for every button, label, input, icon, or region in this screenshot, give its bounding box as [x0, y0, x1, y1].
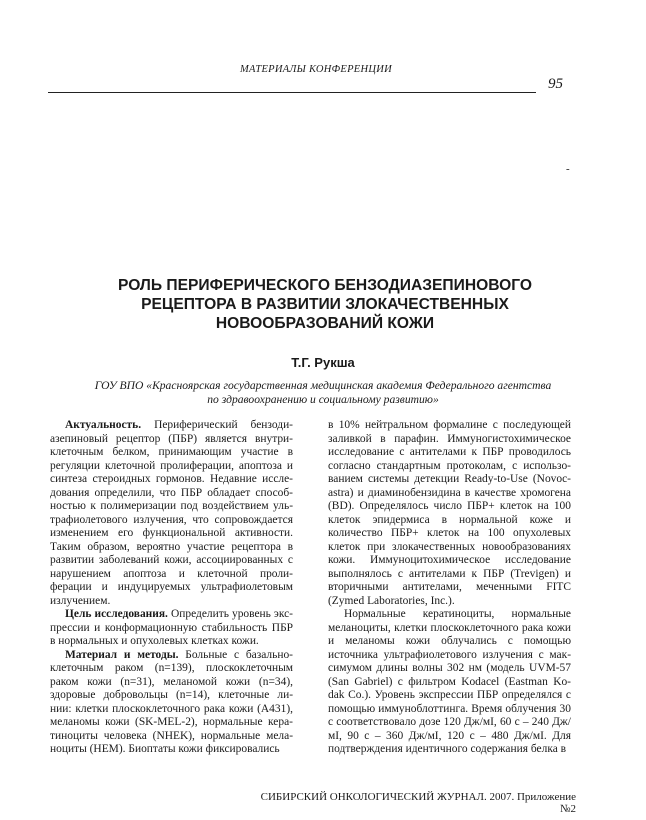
title-line: РОЛЬ ПЕРИФЕРИЧЕСКОГО БЕНЗОДИАЗЕПИНОВОГО: [118, 277, 532, 294]
title-line: НОВООБРАЗОВАНИЙ КОЖИ: [215, 315, 435, 332]
paragraph-methods: [50, 649, 293, 757]
article-title: [70, 276, 580, 333]
right-column: [328, 419, 571, 757]
running-head: МАТЕРИАЛЫ КОНФЕРЕНЦИИ: [239, 64, 393, 75]
paragraph-relevance: [50, 419, 293, 608]
heading-methods: Материал и методы.: [65, 648, 179, 661]
affiliation: [56, 379, 590, 406]
author: Т.Г. Рукша: [291, 355, 355, 370]
affiliation-line: по здравоохранению и социальному развитию»: [207, 392, 439, 406]
affiliation-line: ГОУ ВПО «Красноярская государственная медицинская академия Федерального агентства: [94, 379, 552, 392]
paragraph-uv: Нормальные кератиноциты, нормальные меланоциты, клетки плоскоклеточного рака кожи и меланомы кожи облучались с помощью источника ультрафиолетового излучения с мак-симумом длины волны 302 нм (модель UVM-57 (San Gabriel) с фильтром Kodacel (Eastman Ko-dak Co.). Уровень экспрессии ПБР определялся с помощью иммуноблоттинга. Время облучения 30 с соответствовало дозе 120 Дж/мI, 60 с – 240 Дж/мI, 90 с – 360 Дж/мI, 120 с – 480 Дж/мI. Для подтверждения идентичного содержания белка в: [328, 608, 571, 755]
left-column: [50, 419, 293, 757]
margin-mark: -: [566, 163, 570, 175]
text-aim: Определить уровень экс-прессии и конформационную стабильность ПБР в нормальных и опухолевых клетках кожи.: [50, 608, 293, 647]
paragraph-aim: [50, 608, 293, 649]
heading-aim: Цель исследования.: [65, 608, 168, 620]
page-number: 95: [548, 76, 563, 92]
heading-relevance: Актуальность.: [65, 419, 142, 431]
header-rule: [48, 92, 536, 93]
text-relevance: Периферический бензоди-азепиновый рецептор (ПБР) является внутри-клеточным белком, принимающим участие в регуляции клеточной пролиферации, апоптоза и синтеза стероидных гормонов. Недавние иссле-дования определили, что ПБР обладает способ-ностью к полимеризации под воздействием уль-трафиолетового излучения, что сопровождается изменением его функциональной активности. Таким образом, вероятно участие рецептора в развитии заболеваний кожи, ассоциированных с нарушением апоптоза и клеточной проли-ферации и индуцируемых ультрафиолетовым излучением.: [50, 419, 293, 607]
title-line: РЕЦЕПТОРА В РАЗВИТИИ ЗЛОКАЧЕСТВЕННЫХ: [141, 296, 509, 313]
paragraph-ihc: в 10% нейтральном формалине с последующей заливкой в парафин. Иммуногистохимическое исследование с антителами к ПБР проводилось согласно стандартным протоколам, с использо-ванием системы детекции Ready-to-Use (Novoc-astra) и диаминобензидина в качестве хромогена (BD). Определялось число ПБР+ клеток на 100 клеток эпидермиса в нормальной коже и количество ПБР+ клеток на 100 опухолевых клеток при злокачественных новообразованиях кожи. Иммуноцитохимическое исследование выполнялось с антителами к ПБР (Trevigen) и вторичными антителами, меченными FITC (Zymed Laboratories, Inc.).: [328, 419, 571, 607]
journal-footer: СИБИРСКИЙ ОНКОЛОГИЧЕСКИЙ ЖУРНАЛ. 2007. Приложение №2: [260, 791, 576, 815]
text-methods: Больные с базально-клеточным раком (n=139), плоскоклеточным раком кожи (n=31), меланомой кожи (n=34), здоровые добровольцы (n=14), клеточные ли-нии: клетки плоскоклеточного рака кожи (A431), меланомы кожи (SK-MEL-2), нормальные кера-тиноциты человека (NHEK), нормальные мела-ноциты (HEM). Биоптаты кожи фиксировались: [50, 648, 293, 755]
